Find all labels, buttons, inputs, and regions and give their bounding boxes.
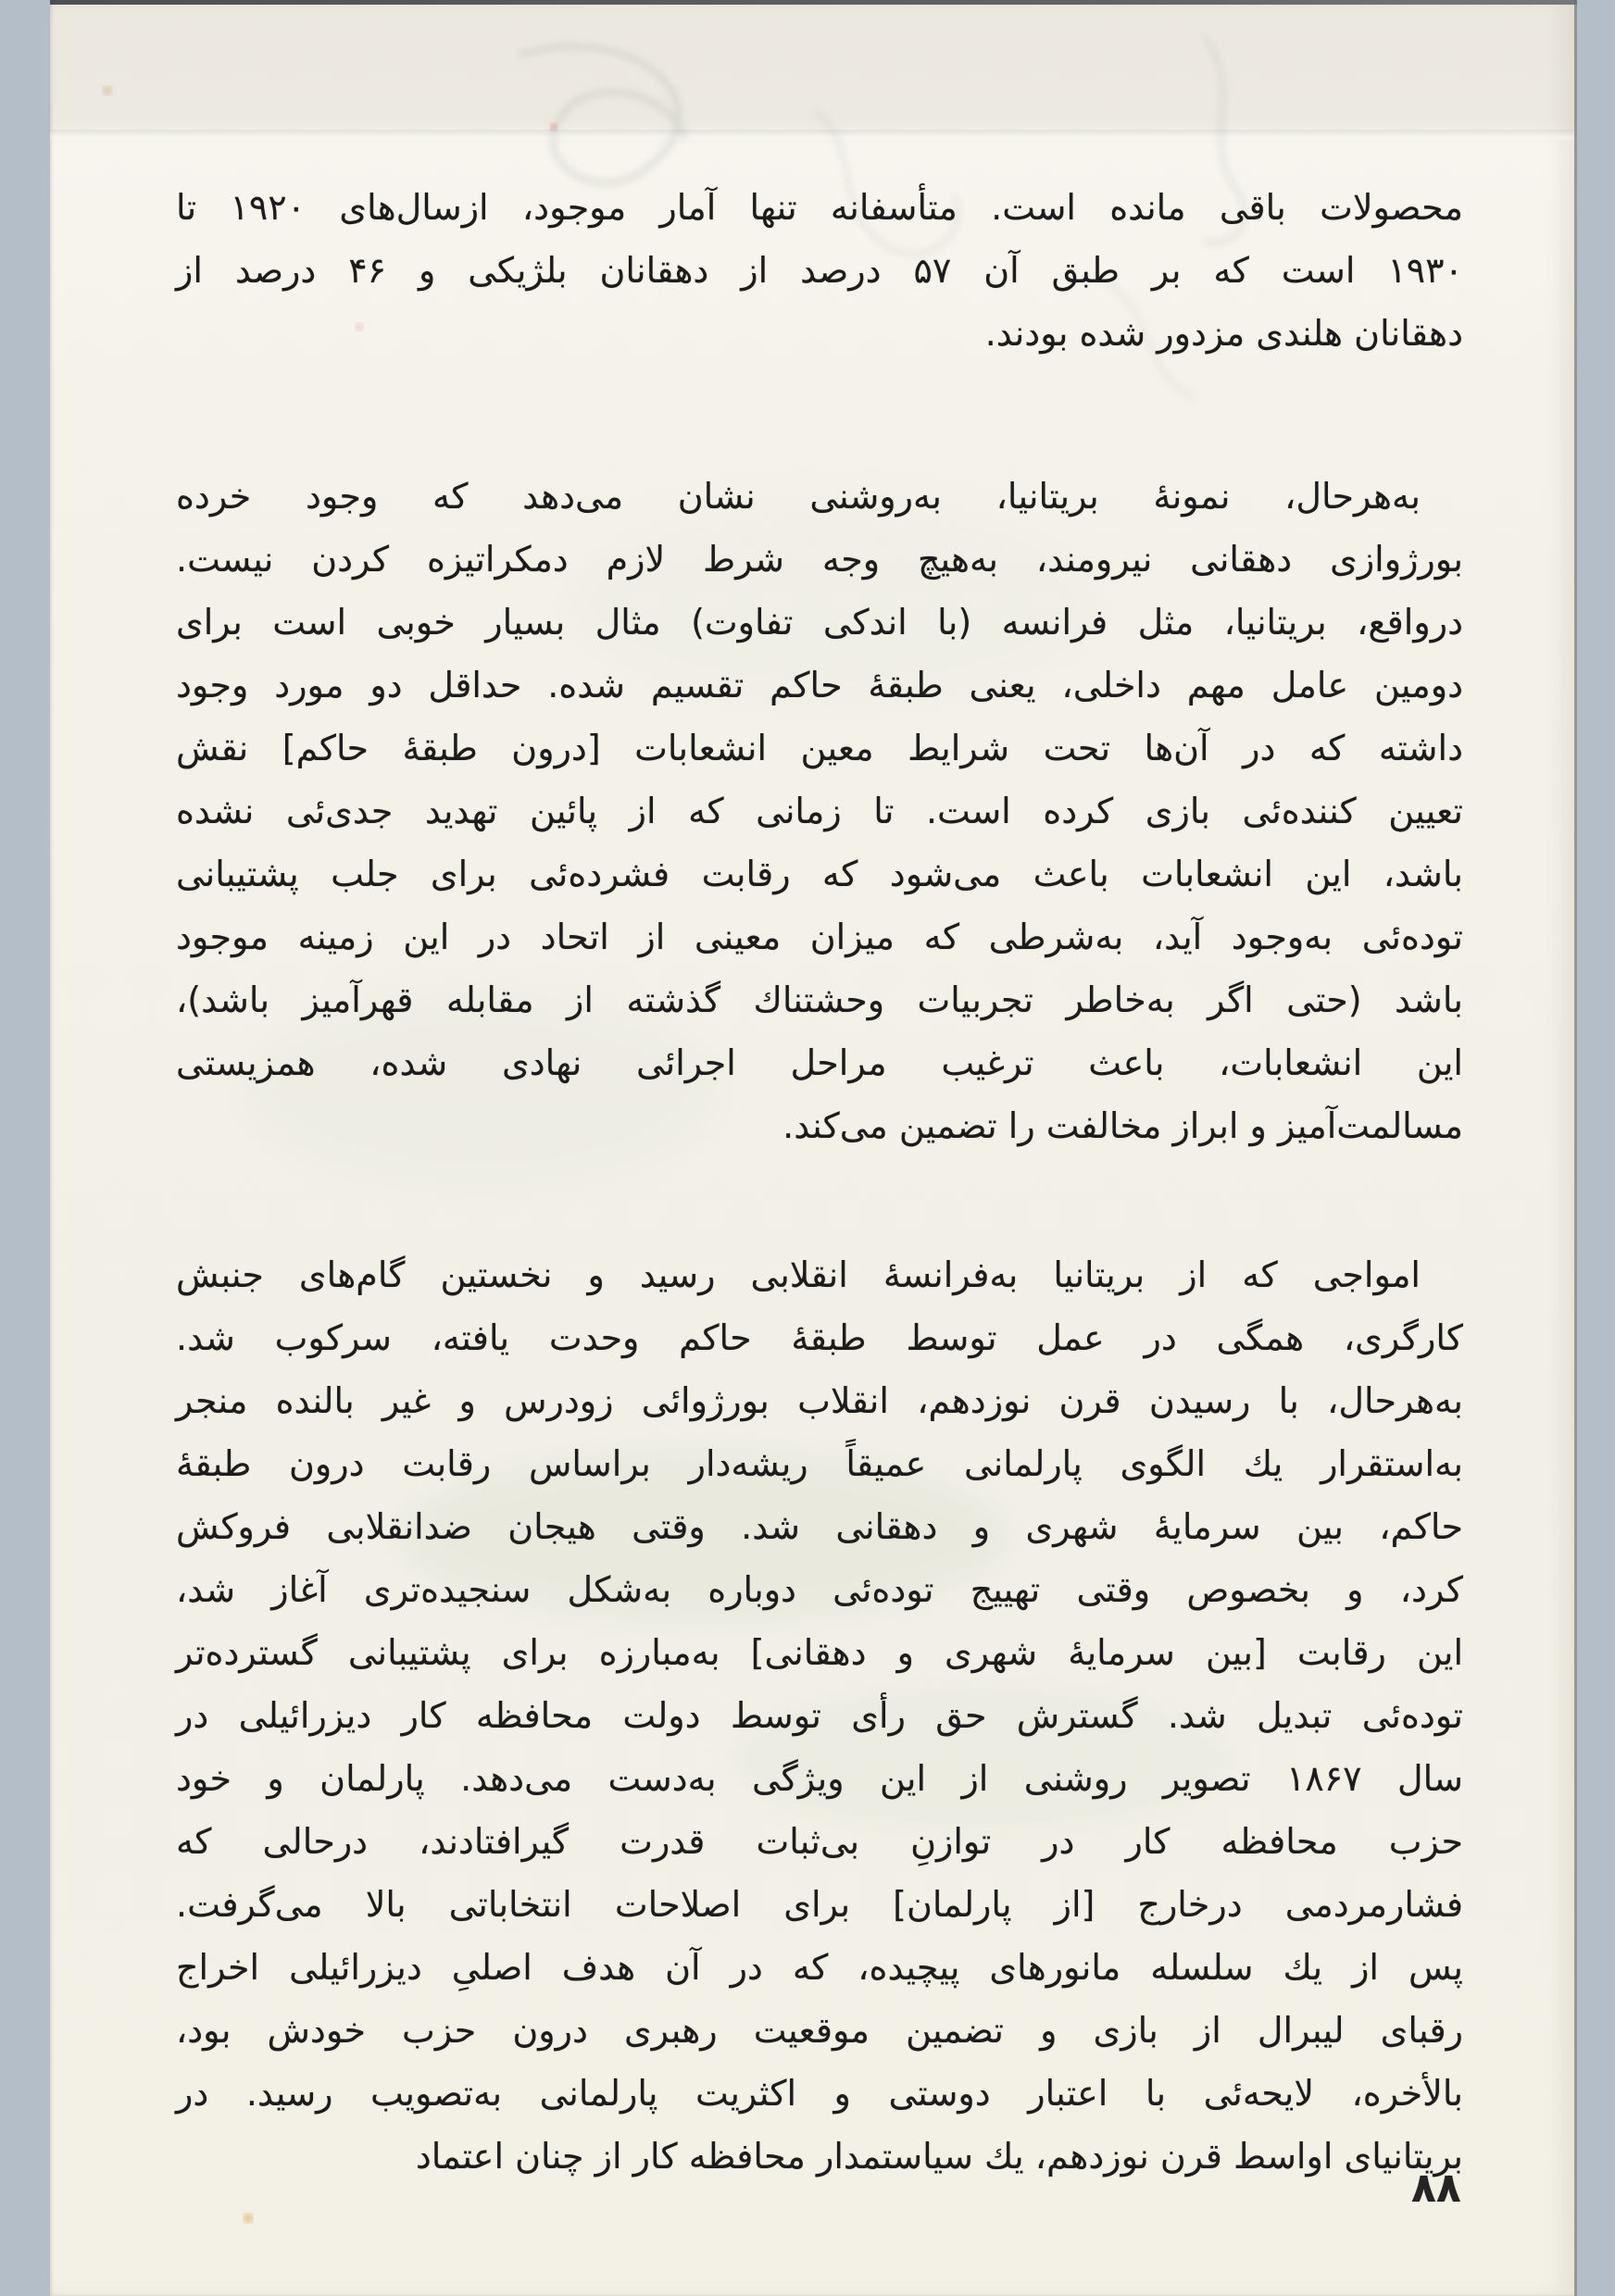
text-line: باشد، این انشعابات باعث می‌شود که رقابت فشرده‌ئی برای جلب پشتیبانی [176, 854, 1463, 894]
paragraph [176, 176, 1463, 365]
text-line: بریتانیای اواسط قرن نوزدهم، یك سیاستمدار محافظه کار از چنان اعتماد [415, 2136, 1463, 2177]
text-line: فشارمردمی درخارج [از پارلمان] برای اصلاحات انتخاباتی بالا می‌گرفت. [176, 1884, 1463, 1925]
text-line: دهقانان هلندی مزدور شده بودند. [984, 313, 1463, 354]
text-line: ۱۹۳۰ است که بر طبق آن ۵۷ درصد از دهقانان بلژیکی و ۴۶ درصد از [176, 250, 1463, 291]
text-line: به‌هرحال، با رسیدن قرن نوزدهم، انقلاب بورژوائی زودرس و غیر بالنده منجر [176, 1380, 1463, 1421]
text-line: رقبای لیبرال از بازی و تضمین موقعیت رهبری درون حزب خودش بود، [176, 2010, 1463, 2051]
text-line: محصولات باقی مانده است. متأسفانه تنها آمار موجود، ازسال‌های ۱۹۲۰ تا [176, 187, 1464, 228]
text-line: سال ۱۸۶۷ تصویر روشنی از این ویژگی به‌دست می‌دهد. پارلمان و خود [176, 1758, 1463, 1799]
text-line: این انشعابات، باعث ترغیب مراحل اجرائی نهادی شده، همزیستی [176, 1042, 1463, 1083]
text-line: توده‌ئی تبدیل شد. گسترش حق رأی توسط دولت محافظه کار دیزرائیلی در [176, 1695, 1463, 1736]
paragraph [176, 1243, 1463, 2188]
text-line: حزب محافظه کار در توازنِ بی‌ثبات قدرت گیرافتادند، درحالی که [176, 1821, 1463, 1862]
text-line: کارگری، همگی در عمل توسط طبقهٔ حاکم وحدت یافته، سرکوب شد. [176, 1317, 1463, 1358]
text-line: بالأخره، لایحه‌ئی با اعتبار دوستی و اکثریت پارلمانی به‌تصویب رسید. در [176, 2073, 1463, 2114]
text-block [176, 176, 1463, 2188]
text-line: به‌هرحال، نمونهٔ بریتانیا، به‌روشنی نشان می‌دهد که وجود خرده [176, 476, 1421, 517]
text-line: درواقع، بریتانیا، مثل فرانسه (با اندکی تفاوت) مثال بسیار خوبی است برای [176, 602, 1463, 643]
text-line: امواجی که از بریتانیا به‌فرانسهٔ انقلابی رسید و نخستین گام‌های جنبش [176, 1254, 1421, 1295]
text-line: این رقابت [بین سرمایهٔ شهری و دهقانی] به‌مبارزه برای پشتیبانی گسترده‌تر [176, 1632, 1463, 1673]
text-line: باشد (حتی اگر به‌خاطر تجربیات وحشتناك گذشته از مقابله قهرآمیز باشد)، [176, 980, 1463, 1020]
page-number: ۸۸ [1411, 2165, 1461, 2212]
text-line: داشته که در آن‌ها تحت شرایط معین انشعابات [درون طبقهٔ حاکم] نقش [176, 728, 1463, 768]
text-line: مسالمت‌آمیز و ابراز مخالفت را تضمین می‌کند. [782, 1105, 1463, 1146]
scanner-lid-strip [50, 0, 1577, 5]
text-line: تعیین کننده‌ئی بازی کرده است. تا زمانی که از پائین تهدید جدی‌ئی نشده [176, 791, 1463, 831]
paper-top-crease [50, 130, 1574, 143]
text-line: کرد، و بخصوص وقتی تهییج توده‌ئی دوباره به‌شکل سنجیده‌تری آغاز شد، [176, 1569, 1463, 1610]
text-line: حاکم، بین سرمایهٔ شهری و دهقانی شد. وقتی هیجان ضدانقلابی فروکش [176, 1506, 1463, 1547]
paragraph [176, 465, 1463, 1157]
text-line: توده‌ئی به‌وجود آید، به‌شرطی که میزان معینی از اتحاد در این زمینه موجود [176, 917, 1463, 957]
text-line: پس از یك سلسله مانورهای پیچیده، که در آن هدف اصلیِ دیزرائیلی اخراج [176, 1947, 1463, 1988]
text-line: دومین عامل مهم داخلی، یعنی طبقهٔ حاکم تقسیم شده. حداقل دو مورد وجود [176, 665, 1463, 705]
text-line: به‌استقرار یك الگوی پارلمانی عمیقاً ریشه‌دار براساس رقابت درون طبقهٔ [176, 1443, 1463, 1484]
text-line: بورژوازی دهقانی نیرومند، به‌هیچ وجه شرط لازم دمکراتیزه کردن نیست. [176, 539, 1463, 580]
